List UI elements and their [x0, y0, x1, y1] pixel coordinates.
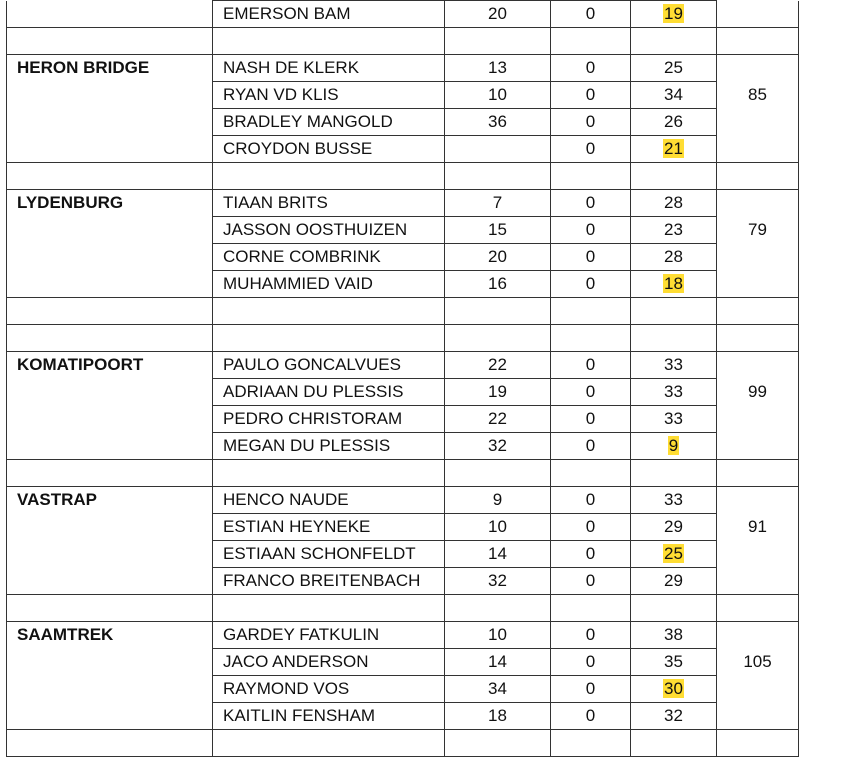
- empty-cell: [631, 730, 717, 757]
- club-cell: [7, 271, 213, 298]
- empty-cell: [7, 163, 213, 190]
- score-c: 34: [631, 82, 717, 109]
- table-row: [7, 244, 799, 271]
- spacer-row: [7, 163, 799, 190]
- score-a: 14: [445, 541, 551, 568]
- club-cell: [7, 568, 213, 595]
- empty-cell: [717, 325, 799, 352]
- empty-cell: [7, 595, 213, 622]
- spacer-row: [7, 595, 799, 622]
- empty-cell: [213, 163, 445, 190]
- score-a: 9: [445, 487, 551, 514]
- score-a: 34: [445, 676, 551, 703]
- team-total-cell: [717, 406, 799, 433]
- empty-cell: [445, 298, 551, 325]
- score-b: 0: [551, 55, 631, 82]
- empty-cell: [551, 163, 631, 190]
- table-row: [7, 703, 799, 730]
- highlighted-score: 21: [664, 139, 683, 158]
- score-a: 18: [445, 703, 551, 730]
- club-cell: [7, 649, 213, 676]
- score-table: [6, 0, 799, 757]
- table-row: [7, 622, 799, 649]
- player-name: HENCO NAUDE: [213, 487, 445, 514]
- spacer-row: [7, 298, 799, 325]
- player-name: FRANCO BREITENBACH: [213, 568, 445, 595]
- team-total-cell: [717, 433, 799, 460]
- spacer-row: [7, 325, 799, 352]
- table-row: [7, 190, 799, 217]
- empty-cell: [551, 28, 631, 55]
- score-b: 0: [551, 649, 631, 676]
- score-b: 0: [551, 622, 631, 649]
- empty-cell: [717, 298, 799, 325]
- club-cell: [7, 514, 213, 541]
- team-total: 105: [717, 649, 799, 676]
- score-a: 19: [445, 379, 551, 406]
- empty-cell: [551, 730, 631, 757]
- score-c: [631, 676, 717, 703]
- empty-cell: [213, 28, 445, 55]
- empty-cell: [213, 298, 445, 325]
- team-total: 79: [717, 217, 799, 244]
- club-cell: [7, 406, 213, 433]
- score-c: 33: [631, 406, 717, 433]
- table-row: [7, 649, 799, 676]
- table-row: [7, 82, 799, 109]
- empty-cell: [213, 595, 445, 622]
- empty-cell: [551, 298, 631, 325]
- score-a: 32: [445, 433, 551, 460]
- score-c: [631, 1, 717, 28]
- team-total-cell: [717, 568, 799, 595]
- score-b: 0: [551, 82, 631, 109]
- empty-cell: [445, 595, 551, 622]
- player-name: GARDEY FATKULIN: [213, 622, 445, 649]
- highlighted-score: 19: [664, 4, 683, 23]
- empty-cell: [631, 595, 717, 622]
- player-name: CORNE COMBRINK: [213, 244, 445, 271]
- club-name: VASTRAP: [7, 487, 213, 514]
- table-row: [7, 136, 799, 163]
- club-name: KOMATIPOORT: [7, 352, 213, 379]
- empty-cell: [7, 730, 213, 757]
- score-b: 0: [551, 568, 631, 595]
- score-c: [631, 433, 717, 460]
- player-name: MEGAN DU PLESSIS: [213, 433, 445, 460]
- empty-cell: [631, 298, 717, 325]
- highlighted-score: 9: [668, 436, 679, 455]
- table-row: [7, 487, 799, 514]
- score-b: 0: [551, 676, 631, 703]
- player-name: CROYDON BUSSE: [213, 136, 445, 163]
- score-a: 32: [445, 568, 551, 595]
- score-c: 28: [631, 190, 717, 217]
- score-a: 10: [445, 82, 551, 109]
- player-name: PAULO GONCALVUES: [213, 352, 445, 379]
- empty-cell: [213, 325, 445, 352]
- spacer-row: [7, 730, 799, 757]
- empty-cell: [717, 595, 799, 622]
- empty-cell: [717, 28, 799, 55]
- team-total-cell: [717, 244, 799, 271]
- empty-cell: [631, 28, 717, 55]
- club-cell: [7, 136, 213, 163]
- score-b: 0: [551, 136, 631, 163]
- score-a: 10: [445, 622, 551, 649]
- score-a: 20: [445, 244, 551, 271]
- player-name: NASH DE KLERK: [213, 55, 445, 82]
- player-name: TIAAN BRITS: [213, 190, 445, 217]
- table-row: [7, 541, 799, 568]
- empty-cell: [7, 325, 213, 352]
- spacer-row: [7, 28, 799, 55]
- empty-cell: [7, 28, 213, 55]
- club-name: SAAMTREK: [7, 622, 213, 649]
- player-name: RYAN VD KLIS: [213, 82, 445, 109]
- club-cell: [7, 703, 213, 730]
- table-row: [7, 55, 799, 82]
- score-c: 33: [631, 352, 717, 379]
- score-table-body: [7, 1, 799, 757]
- score-b: 0: [551, 703, 631, 730]
- team-total-cell: [717, 541, 799, 568]
- player-name: JASSON OOSTHUIZEN: [213, 217, 445, 244]
- empty-cell: [551, 460, 631, 487]
- table-row: [7, 217, 799, 244]
- table-row: [7, 352, 799, 379]
- score-b: 0: [551, 379, 631, 406]
- club-cell: [7, 541, 213, 568]
- empty-cell: [445, 730, 551, 757]
- table-row: [7, 568, 799, 595]
- empty-cell: [7, 298, 213, 325]
- score-b: 0: [551, 1, 631, 28]
- club-cell: [7, 379, 213, 406]
- score-c: [631, 136, 717, 163]
- team-total-cell: [717, 703, 799, 730]
- team-total: 85: [717, 82, 799, 109]
- score-a: [445, 136, 551, 163]
- score-b: 0: [551, 244, 631, 271]
- score-b: 0: [551, 109, 631, 136]
- score-b: 0: [551, 271, 631, 298]
- club-name: LYDENBURG: [7, 190, 213, 217]
- score-a: 14: [445, 649, 551, 676]
- table-row: [7, 676, 799, 703]
- club-cell: [7, 217, 213, 244]
- club-name: HERON BRIDGE: [7, 55, 213, 82]
- empty-cell: [445, 460, 551, 487]
- score-b: 0: [551, 514, 631, 541]
- empty-cell: [445, 28, 551, 55]
- team-total: 99: [717, 379, 799, 406]
- empty-cell: [551, 325, 631, 352]
- empty-cell: [7, 460, 213, 487]
- player-name: JACO ANDERSON: [213, 649, 445, 676]
- player-name: MUHAMMIED VAID: [213, 271, 445, 298]
- team-total-cell: [717, 487, 799, 514]
- score-b: 0: [551, 487, 631, 514]
- score-a: 22: [445, 352, 551, 379]
- player-name: ESTIAN HEYNEKE: [213, 514, 445, 541]
- empty-cell: [717, 730, 799, 757]
- club-cell: [7, 1, 213, 28]
- team-total-cell: [717, 109, 799, 136]
- table-row: [7, 271, 799, 298]
- score-b: 0: [551, 217, 631, 244]
- player-name: RAYMOND VOS: [213, 676, 445, 703]
- player-name: PEDRO CHRISTORAM: [213, 406, 445, 433]
- score-c: 35: [631, 649, 717, 676]
- table-row: [7, 1, 799, 28]
- score-c: [631, 541, 717, 568]
- empty-cell: [445, 325, 551, 352]
- empty-cell: [717, 163, 799, 190]
- score-a: 10: [445, 514, 551, 541]
- empty-cell: [631, 325, 717, 352]
- team-total-cell: [717, 190, 799, 217]
- team-total-cell: [717, 136, 799, 163]
- player-name: ADRIAAN DU PLESSIS: [213, 379, 445, 406]
- team-total-cell: [717, 1, 799, 28]
- score-b: 0: [551, 541, 631, 568]
- table-row: [7, 109, 799, 136]
- highlighted-score: 18: [664, 274, 683, 293]
- player-name: BRADLEY MANGOLD: [213, 109, 445, 136]
- club-cell: [7, 244, 213, 271]
- team-total-cell: [717, 622, 799, 649]
- empty-cell: [551, 595, 631, 622]
- club-cell: [7, 109, 213, 136]
- score-c: 23: [631, 217, 717, 244]
- score-sheet: [6, 0, 798, 757]
- table-row: [7, 379, 799, 406]
- club-cell: [7, 433, 213, 460]
- empty-cell: [213, 730, 445, 757]
- score-c: 32: [631, 703, 717, 730]
- player-name: EMERSON BAM: [213, 1, 445, 28]
- score-c: 38: [631, 622, 717, 649]
- empty-cell: [213, 460, 445, 487]
- score-c: 26: [631, 109, 717, 136]
- score-a: 15: [445, 217, 551, 244]
- score-c: 25: [631, 55, 717, 82]
- highlighted-score: 25: [664, 544, 683, 563]
- team-total-cell: [717, 271, 799, 298]
- score-c: 29: [631, 514, 717, 541]
- team-total: 91: [717, 514, 799, 541]
- empty-cell: [631, 163, 717, 190]
- score-c: 33: [631, 379, 717, 406]
- score-c: [631, 271, 717, 298]
- score-b: 0: [551, 406, 631, 433]
- empty-cell: [445, 163, 551, 190]
- team-total-cell: [717, 55, 799, 82]
- empty-cell: [717, 460, 799, 487]
- score-b: 0: [551, 433, 631, 460]
- highlighted-score: 30: [664, 679, 683, 698]
- score-b: 0: [551, 190, 631, 217]
- score-c: 29: [631, 568, 717, 595]
- score-b: 0: [551, 352, 631, 379]
- team-total-cell: [717, 676, 799, 703]
- score-a: 22: [445, 406, 551, 433]
- score-c: 28: [631, 244, 717, 271]
- score-c: 33: [631, 487, 717, 514]
- table-row: [7, 514, 799, 541]
- player-name: ESTIAAN SCHONFELDT: [213, 541, 445, 568]
- spacer-row: [7, 460, 799, 487]
- score-a: 20: [445, 1, 551, 28]
- score-a: 36: [445, 109, 551, 136]
- score-a: 13: [445, 55, 551, 82]
- table-row: [7, 406, 799, 433]
- score-a: 7: [445, 190, 551, 217]
- score-a: 16: [445, 271, 551, 298]
- empty-cell: [631, 460, 717, 487]
- table-row: [7, 433, 799, 460]
- club-cell: [7, 676, 213, 703]
- club-cell: [7, 82, 213, 109]
- team-total-cell: [717, 352, 799, 379]
- player-name: KAITLIN FENSHAM: [213, 703, 445, 730]
